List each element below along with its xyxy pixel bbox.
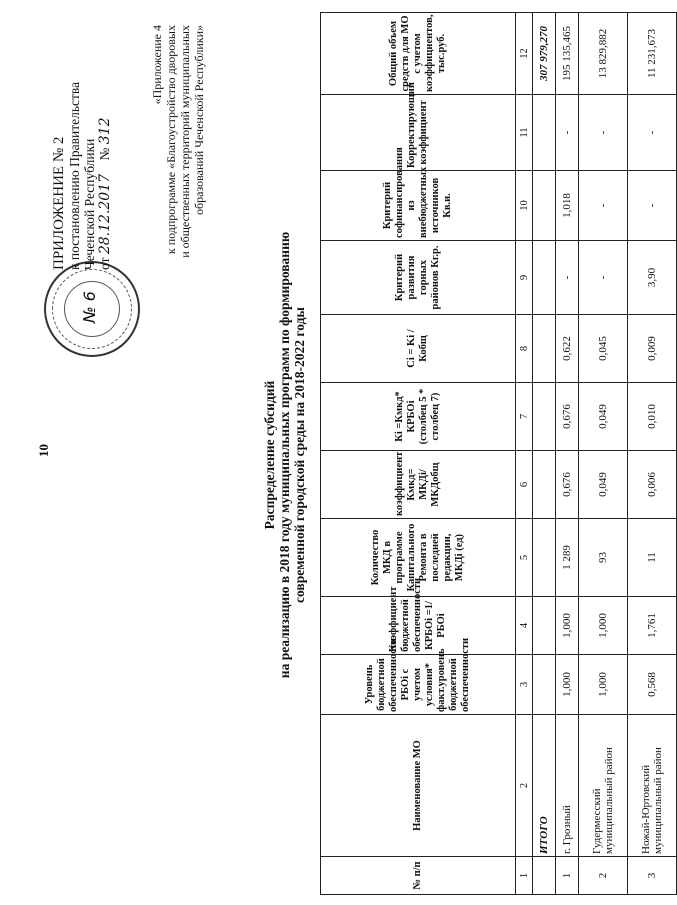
header-cell: Критерий развития горных районов Кг.р. — [321, 241, 516, 315]
table-cell: - — [579, 171, 628, 241]
table-cell: 0,568 — [628, 655, 677, 715]
total-label: ИТОГО — [533, 715, 556, 857]
table-cell: 1,018 — [556, 171, 579, 241]
appendix-header — [52, 20, 113, 270]
appendix-title: ПРИЛОЖЕНИЕ № 2 — [51, 136, 67, 270]
table-cell: 11 231,673 — [628, 13, 677, 95]
table-cell: - — [579, 241, 628, 315]
table-cell: 195 135,465 — [556, 13, 579, 95]
mo-name: Гудермесский муниципальный район — [579, 715, 628, 857]
header-cell: Наименование МО — [321, 715, 516, 857]
title-line-1: Распределение субсидий — [262, 380, 277, 530]
table-cell: 3,90 — [628, 241, 677, 315]
column-number: 3 — [516, 655, 533, 715]
column-number: 10 — [516, 171, 533, 241]
title-line-3: современной городской среды на 2018-2022 годы — [292, 307, 307, 603]
column-number: 5 — [516, 519, 533, 597]
table-cell: 0,622 — [556, 315, 579, 383]
title-line-2: на реализацию в 2018 году муниципальных программ по формированию — [277, 231, 292, 679]
appendix-line-2: Чеченской Республики — [82, 138, 97, 270]
page-number: 10 — [36, 444, 51, 457]
table-cell: 0,045 — [579, 315, 628, 383]
table-cell: 1 — [556, 857, 579, 895]
column-number: 6 — [516, 451, 533, 519]
column-number: 7 — [516, 383, 533, 451]
column-number: 4 — [516, 597, 533, 655]
table-cell: 0,676 — [556, 451, 579, 519]
seal-stamp — [44, 261, 140, 357]
appendix-line-1: к постановлению Правительства — [67, 81, 82, 270]
table-cell: - — [628, 95, 677, 171]
table-cell — [533, 597, 556, 655]
subsidy-table — [320, 12, 677, 895]
subprogram-line-3: и общественных территорий муниципальных — [178, 25, 192, 258]
header-cell: Уровень бюджетной обеспеченности РБОi с учетом условия* факт.уровень бюджетной обеспеченности — [321, 655, 516, 715]
subprogram-line-1: «Приложение 4 — [150, 25, 164, 105]
column-number: 12 — [516, 13, 533, 95]
table-cell — [533, 241, 556, 315]
table-cell: - — [579, 95, 628, 171]
header-cell: коэффициент Кмкд= МКДi/ МКДобщ — [321, 451, 516, 519]
table-cell: 1 289 — [556, 519, 579, 597]
table-cell: 2 — [579, 857, 628, 895]
table-cell: 3 — [628, 857, 677, 895]
header-cell: Критерий софинансирования из внебюджетных источников Кв.и. — [321, 171, 516, 241]
document-title — [262, 135, 307, 775]
number-prefix: № — [97, 147, 112, 161]
header-cell: № п/п — [321, 857, 516, 895]
table-cell: - — [556, 95, 579, 171]
total-row — [533, 13, 556, 895]
header-cell: Коэффициент бюджетной обеспеченности КРБОi =1/РБОi — [321, 597, 516, 655]
column-number: 9 — [516, 241, 533, 315]
header-row — [321, 13, 516, 895]
subprogram-line-2: к подпрограмме «Благоустройство дворовых — [164, 25, 178, 255]
table-cell — [533, 95, 556, 171]
header-cell: Количество МКД в программе Капитального Ремонта в последней редакции, МКДi (ед) — [321, 519, 516, 597]
column-number: 8 — [516, 315, 533, 383]
header-cell: Корректирующий коэффициент — [321, 95, 516, 171]
table-row — [556, 13, 579, 895]
column-number: 1 — [516, 857, 533, 895]
table-cell: 93 — [579, 519, 628, 597]
table-cell: 0,009 — [628, 315, 677, 383]
table-cell: 1,000 — [579, 597, 628, 655]
date-prefix: от — [97, 257, 112, 270]
table-cell — [533, 857, 556, 895]
table-cell — [533, 383, 556, 451]
table-cell: 13 829,882 — [579, 13, 628, 95]
column-number-row — [516, 13, 533, 895]
appendix-date-line — [97, 20, 113, 270]
header-cell: Ci = Ki / Кобщ — [321, 315, 516, 383]
table-cell — [533, 655, 556, 715]
table-cell — [533, 451, 556, 519]
total-value: 307 979,270 — [533, 13, 556, 95]
table-cell — [533, 171, 556, 241]
table-cell: 0,006 — [628, 451, 677, 519]
mo-name: г. Грозный — [556, 715, 579, 857]
subprogram-reference — [150, 25, 206, 265]
stamp-number: № 6 — [80, 291, 99, 323]
table-cell — [533, 315, 556, 383]
table-row — [628, 13, 677, 895]
table-row — [579, 13, 628, 895]
column-number: 11 — [516, 95, 533, 171]
header-cell: Кi =Кмкд* КРБОi (столбец 5 * столбец 7) — [321, 383, 516, 451]
column-number: 2 — [516, 715, 533, 857]
table-cell: - — [628, 171, 677, 241]
table-cell: 0,010 — [628, 383, 677, 451]
handwritten-number: 312 — [97, 117, 113, 145]
table-cell: - — [556, 241, 579, 315]
header-cell: Общий объем средств для МО с учетом коэффициентов, тыс.руб. — [321, 13, 516, 95]
subprogram-line-4: образований Чеченской Республики» — [192, 25, 206, 215]
table-cell: 0,676 — [556, 383, 579, 451]
table-cell: 0,049 — [579, 383, 628, 451]
table-cell: 0,049 — [579, 451, 628, 519]
mo-name: Ножай-Юртовский муниципальный район — [628, 715, 677, 857]
table-cell: 1,000 — [579, 655, 628, 715]
handwritten-date: 28.12.2017 — [97, 173, 113, 255]
table-cell: 1,761 — [628, 597, 677, 655]
table-cell: 1,000 — [556, 655, 579, 715]
table-cell: 11 — [628, 519, 677, 597]
table-cell: 1,000 — [556, 597, 579, 655]
table-cell — [533, 519, 556, 597]
